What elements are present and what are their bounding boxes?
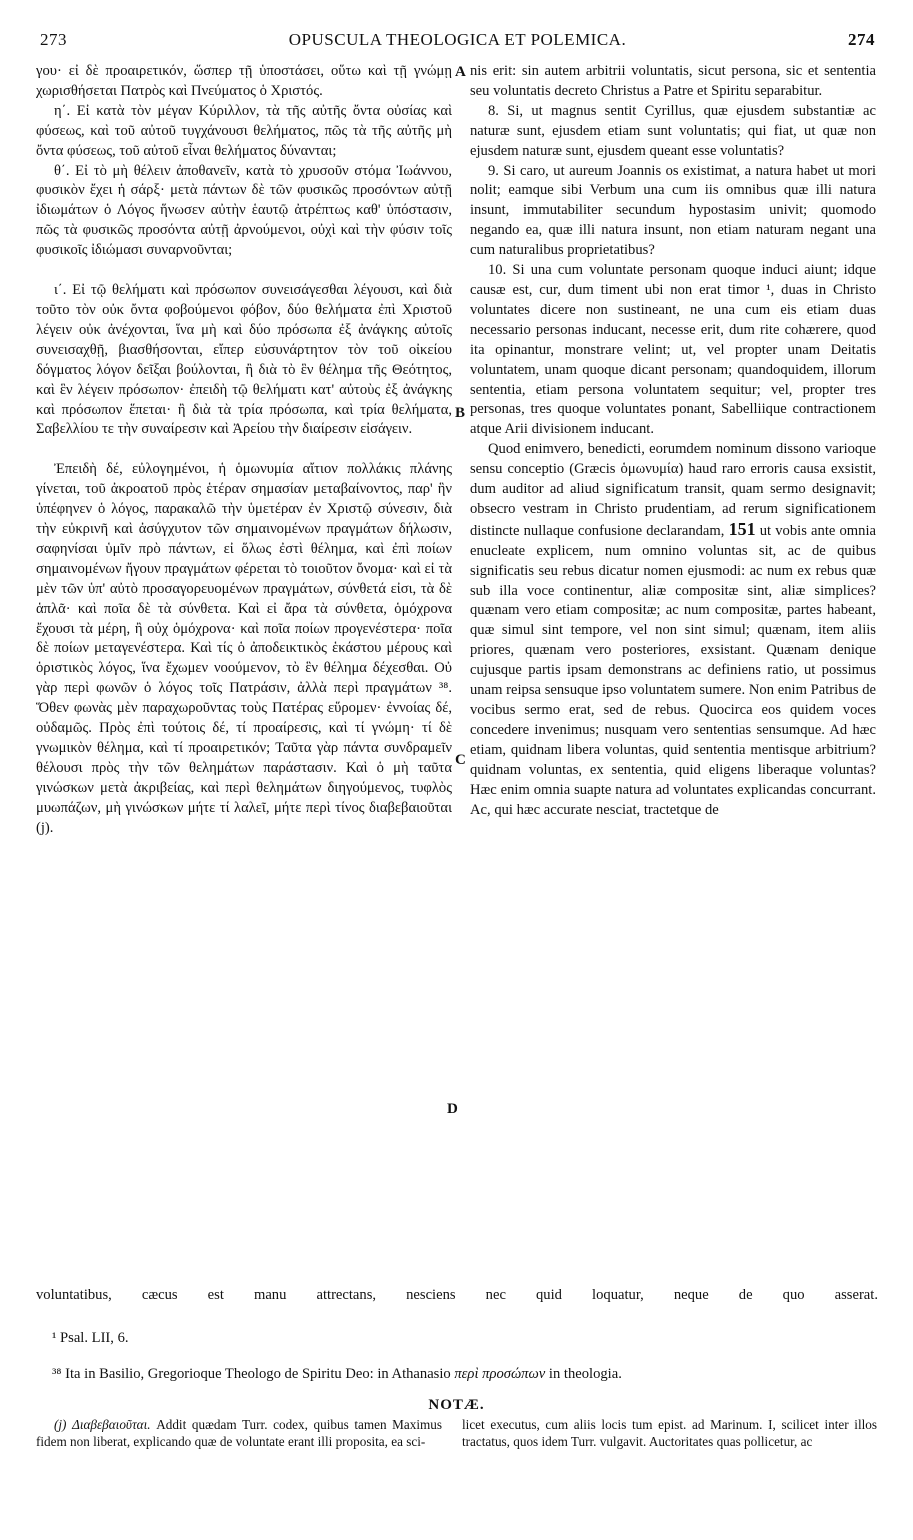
footnote-38-part-b: in theologia. [548, 1366, 622, 1382]
latin-paragraph-8: 8. Si, ut magnus sentit Cyrillus, quæ ejusdem substantiæ ac naturæ sunt, ejusdem etiam sunt voluntatis; qui fiat, ut quæ non ejusdem naturæ sunt, ejusdem queant esse voluntatis? [470, 102, 876, 159]
margin-marker-b: B [455, 405, 466, 421]
latin-paragraph-7-end: nis erit: sin autem arbitrii voluntatis, sicut persona, sic et sententia seu voluntatis decreto Christus a Patre et Spiritu separabitur. [470, 63, 876, 99]
greek-column [36, 62, 452, 839]
page-header [40, 30, 875, 54]
margin-marker-d: D [447, 1101, 458, 1117]
footnote-psalm: ¹ Psal. LII, 6. [52, 1330, 129, 1346]
full-width-closing-line: voluntatibus, cæcus est manu attrectans, nesciens nec quid loquatur, neque de quo asserat. [36, 1287, 878, 1303]
greek-paragraph-10: ι΄. Εἰ τῷ θελήματι καὶ πρόσωπον συνεισάγεσθαι λέγουσι, καὶ διὰ τοῦτο τὸν οὐκ ὄντα φοβούμενοι φόβον, δύο θελήματα ἐπὶ Χριστοῦ λέγειν οὐκ ἀνέχονται, ἵνα μὴ καὶ δύο πρόσωπα ἐξ ἀνάγκης αὐτοῖς συνεισαχθῇ, βιασθήσονται, εἴπερ εὐσυνάρτητον τὸν τοῦ οἰκείου δόγματος λόγον δεῖξαι βούλονται, ἢ διὰ τὸ ἓν θέλημα τῆς Θεότητος, καὶ ἓν λέγειν πρόσωπον· ἐπειδὴ τῷ θελήματι κατ' αὐτοὺς ἐξ ἀνάγκης καὶ πρόσωπον ἕπεται· ἢ διὰ τὰ τρία πρόσωπα, καὶ τρία θελήματα, Σαβελλίου τε τὴν συναίρεσιν καὶ Ἀρείου τὴν διαίρεσιν εἰσάγειν. [36, 282, 452, 438]
greek-paragraph-9: θ΄. Εἰ τὸ μὴ θέλειν ἀποθανεῖν, κατὰ τὸ χρυσοῦν στόμα Ἰωάννου, φυσικὸν ἔχει ἡ σάρξ· μετὰ πάντων δὲ τῶν φυσικῶς προσόντων αὐτῇ ἰδιωμάτων ὁ Λόγος ἥνωσεν αὐτὴν ἑαυτῷ ἀτρέπτως καθ' ὑπόστασιν, πῶς τὰ φυσικῶς προσόντα αὐτῇ ἀρνούμενοι, οὐχὶ καὶ τὴν φύσιν τοῖς φυσικοῖς ἰδιώμασι συναρνοῦνται; [36, 162, 452, 259]
margin-marker-c: C [455, 752, 466, 768]
column-number: 151 [728, 518, 756, 539]
page-number-left: 273 [40, 30, 67, 49]
latin-paragraph-11-part-b: ut vobis ante omnia enucleate explicem, num omnino voluntas sit, ac de quibus significatis seu rebus dicatur nomen ejusmodi: ac num ex rebus quæ sub illa voce continentur, aliæ compositæ sint, aliæ simplices? quænam vero etiam compositæ; ac num compositæ, partes habeant, quæ simul sint tempore, vel non sint simul; quænam, item aliis priores, quænam vero posteriores, exsistant. Quænam denique cujusque partis ipsam demonstrans ac definiens ratio, ut possimus unam reipsa sensuque ipso voluntatem sumere. Non enim Patribus de vocibus sermo erat, sed de rebus. Quocirca eos quidem voces concedere invenimus; nusquam vero sententias sensumque. Ad hæc etiam, quidnam libera voluntas, quid sententia mentisque arbitrium? quidnam voluntas, ex sententia, quid eligens liberaque voluntas? Hæc enim omnia suapte natura ad voluntates explicandas concurrant. Ac, qui hæc accurate nesciat, tractetque de [470, 522, 876, 818]
greek-paragraph-7-end: γου· εἰ δὲ προαιρετικόν, ὥσπερ τῇ ὑποστάσει, οὕτω καὶ τῇ γνώμῃ χωρισθήσεται Πατρὸς καὶ Πνεύματος ὁ Χριστός. [36, 63, 452, 99]
margin-marker-a: A [455, 64, 466, 80]
note-j-lemma: (j) Διαβεβαιοῦται. [54, 1417, 151, 1432]
footnote-38-part-a: ³⁸ Ita in Basilio, Gregorioque Theologo de Spiritu Deo: in Athanasio [52, 1366, 451, 1382]
note-j-text: Addit quædam Turr. codex, quibus tamen Maximus fidem non liberat, explicando quæ de voluntate erant illi proposita, ea sci- [36, 1417, 443, 1449]
running-title: OPUSCULA THEOLOGICA ET POLEMICA. [288, 30, 627, 49]
latin-paragraph-11-part-a: Quod enimvero, benedicti, eorumdem nominum dissono varioque sensu conceptio (Græcis ὁμωνυμία) haud raro erroris causa exsistit, dum auditor ad aliud significatum transit, quam sermo designavit; obsecro vestram in Christo prudentiam, ad rerum significationem distincte nullaque confusione declarandam, [470, 441, 876, 539]
note-j-continuation: licet executus, cum aliis locis tum epist. ad Marinum. I, scilicet inter illos tractatus, quos idem Turr. vulgavit. Auctoritates quas pollicetur, ac [462, 1417, 877, 1449]
footnote-38-greek: περὶ προσώπων [454, 1366, 546, 1382]
page-number-right: 274 [848, 30, 875, 49]
footnote-38 [52, 1366, 882, 1383]
notes-right-column [462, 1416, 877, 1450]
latin-column [470, 62, 876, 820]
latin-paragraph-11 [470, 440, 876, 820]
latin-paragraph-9: 9. Si caro, ut aureum Joannis os existimat, a natura habet ut mori nolit; eamque sibi Verbum una cum iis omnibus quæ illi natura insunt, immutabiliter secundum hypostasim univit; quomodo negando ea, quæ illi natura insunt, non etiam naturam negant una cum naturalibus proprietatibus? [470, 162, 876, 259]
latin-paragraph-10: 10. Si una cum voluntate personam quoque induci aiunt; idque causæ est, cur, dum timent ubi non erat timor ¹, duas in Christo voluntates dicere non sustineant, ne una cum eis etiam duas necessario personas inducant, necesse erit, dum rite cohærere, quod ita opinantur, monstrare velint; ut, vel propter unam Deitatis voluntatem, unam quoque dicant personam; quandoquidem, illorum sententia, etiam persona voluntatem sequitur; vel, propter tres personas, tres quoque voluntates ponant, Sabelliique contractionem atque Arii divisionem inducant. [470, 262, 876, 438]
greek-paragraph-8: η΄. Εἰ κατὰ τὸν μέγαν Κύριλλον, τὰ τῆς αὐτῆς ὄντα οὐσίας καὶ φύσεως, καὶ τοῦ αὐτοῦ τυγχάνουσι θελήματος, πῶς τὰ τῆς αὐτῆς μὴ ὄντα φύσεως, τοῦ αὐτοῦ εἶναι θελήματος δύνανται; [36, 102, 452, 159]
notes-left-column [36, 1416, 442, 1450]
notes-heading: NOTÆ. [428, 1397, 485, 1413]
greek-paragraph-11: Ἐπειδὴ δέ, εὐλογημένοι, ἡ ὁμωνυμία αἴτιον πολλάκις πλάνης γίνεται, τοῦ ἀκροατοῦ πρὸς ἑτέραν σημασίαν μεταβαίνοντος, παρ' ἣν ὑπέφηνεν ὁ λόγος, παρακαλῶ τὴν ὑμετέραν ἐν Χριστῷ σύνεσιν, διὰ τὴν εὐκρινῆ καὶ ἀσύγχυτον τῶν σημαινομένων πραγμάτων δήλωσιν, σαφηνίσαι ὑμῖν πρὸ πάντων, εἰ ὅλως ἐστὶ θέλημα, καὶ ἐπὶ ποίων σημαινομένων ἤγουν πραγμάτων φέρεται τὸ τοιοῦτον ὄνομα· καὶ εἰ τὰ μὲν τῶν ὑπ' αὐτὸ προσαγορευομένων πραγμάτων, σύνθετά εἰσι, τὰ δὲ ἁπλᾶ· καὶ ποῖα δὲ τὰ σύνθετα. Καὶ εἰ ἄρα τὰ σύνθετα, ὁμόχρονα ἔχουσι τὰ μέρη, ἢ οὐχ ὁμόχρονα· καὶ ποῖα ποίων προγενέστερα· ποῖα δὲ ποίων μεταγενέστερα. Καὶ τίς ὁ ἀποδεικτικὸς ἑκάστου μέρους καὶ ὁριστικὸς λόγος, ἵνα ἔχωμεν νοούμενον, τὸ ἓν θέλημα δέχεσθαι. Οὐ γὰρ περὶ φωνῶν ὁ λόγος τοῖς Πατράσιν, ἀλλὰ περὶ πραγμάτων ³⁸. Ὅθεν φωνὰς μὲν παραχωροῦντας τοὺς Πατέρας εὕρομεν· ἐννοίας δέ, οὐδαμῶς. Πρὸς ἐπὶ τούτοις δέ, τί προαίρεσις, καὶ τί γνώμη· τί δὲ γνωμικὸν θέλημα, καὶ τί προαιρετικόν; Ταῦτα γὰρ πάντα συνδραμεῖν θέλουσι πρὸς τὴν τῶν θελημάτων παράστασιν. Καὶ ὁ μὴ ταῦτα γινώσκων μετὰ ἀκριβείας, καὶ περὶ θελημάτων διηγούμενος, τυφλὸς μυωπάζων, μὴ γινώσκων μήτε τί λαλεῖ, μήτε περὶ τίνος διαβεβαιοῦται (j). [36, 461, 452, 836]
